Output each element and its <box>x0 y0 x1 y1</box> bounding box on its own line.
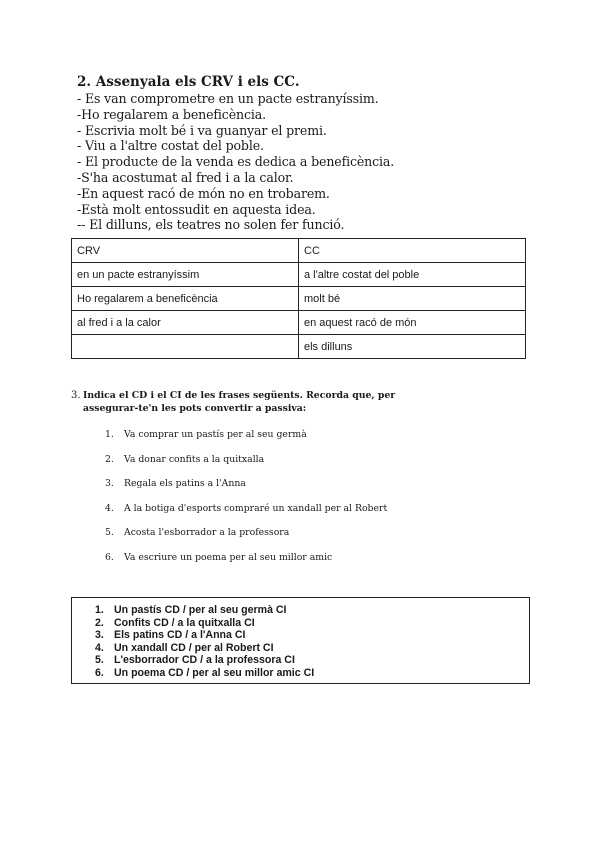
answer-text: Un pastís CD / per al seu germà CI <box>114 604 287 616</box>
sentence: -Ho regalarem a beneficència. <box>77 106 266 122</box>
item-number: 3. <box>105 478 114 490</box>
section-2 <box>77 74 537 233</box>
crv-cc-table <box>71 238 526 359</box>
list-item <box>105 429 387 454</box>
table-cell: molt bé <box>299 287 526 311</box>
table-cell: en un pacte estranyíssim <box>72 263 299 287</box>
table-row <box>72 263 526 287</box>
section-2-title: 2. Assenyala els CRV i els CC. <box>77 74 300 90</box>
item-text: Va comprar un pastís per al seu germà <box>124 429 307 440</box>
table-cell: els dilluns <box>299 335 526 359</box>
answer-text: Un poema CD / per al seu millor amic CI <box>114 666 315 679</box>
table-cell: a l'altre costat del poble <box>299 263 526 287</box>
item-text: Regala els patins a l'Anna <box>124 478 246 490</box>
table-header-row <box>72 239 526 263</box>
sentence: - Viu a l'altre costat del poble. <box>77 138 264 154</box>
section-3 <box>71 390 541 563</box>
table-cell: Ho regalarem a beneficència <box>72 287 299 311</box>
answers-list <box>95 604 314 680</box>
sentence: - Es van comprometre en un pacte estranyíssim. <box>77 91 379 106</box>
item-number: 2. <box>105 453 114 465</box>
section-3-heading <box>71 390 541 415</box>
sentence: - Escrivia molt bé i va guanyar el premi. <box>77 122 327 138</box>
answer-text: L'esborrador CD / a la professora CI <box>114 654 295 667</box>
answer-text: Els patins CD / a l'Anna CI <box>114 629 246 642</box>
answer-number: 1. <box>95 604 104 616</box>
table-row <box>72 335 526 359</box>
item-text: Va donar confits a la quitxalla <box>124 453 265 465</box>
sentence: -En aquest racó de món no en trobarem. <box>77 185 330 201</box>
answer-number: 2. <box>95 616 104 629</box>
table-cell: al fred i a la calor <box>72 311 299 335</box>
table-cell <box>72 335 299 359</box>
table-row <box>72 287 526 311</box>
item-text: Va escriure un poema per al seu millor amic <box>124 551 333 563</box>
sentence: - El producte de la venda es dedica a beneficència. <box>77 154 395 170</box>
exercise-list <box>105 429 387 577</box>
item-number: 5. <box>105 527 114 539</box>
item-text: Acosta l'esborrador a la professora <box>124 527 290 539</box>
answers-box <box>71 597 530 684</box>
header-cc: CC <box>299 239 526 263</box>
answer-item <box>95 642 314 655</box>
section-3-number: 3. <box>71 390 81 401</box>
header-crv: CRV <box>72 239 299 263</box>
table-cell: en aquest racó de món <box>299 311 526 335</box>
item-text: A la botiga d'esports compraré un xandall per al Robert <box>124 502 388 514</box>
answer-item <box>95 604 314 617</box>
answer-text: Un xandall CD / per al Robert CI <box>114 641 274 654</box>
answer-number: 3. <box>95 629 104 642</box>
item-number: 1. <box>105 429 114 440</box>
list-item <box>105 552 387 577</box>
answer-number: 6. <box>95 666 104 679</box>
answer-item <box>95 667 314 680</box>
list-item <box>105 503 387 528</box>
sentence: -Està molt entossudit en aquesta idea. <box>77 201 316 217</box>
answer-number: 4. <box>95 641 104 654</box>
answer-text: Confits CD / a la quitxalla CI <box>114 616 255 629</box>
list-item <box>105 454 387 479</box>
answer-item <box>95 629 314 642</box>
list-item <box>105 527 387 552</box>
item-number: 6. <box>105 551 114 563</box>
sentence: -S'ha acostumat al fred i a la calor. <box>77 169 294 185</box>
list-item <box>105 478 387 503</box>
sentence: -- El dilluns, els teatres no solen fer funció. <box>77 217 345 233</box>
answer-number: 5. <box>95 654 104 667</box>
answer-item <box>95 617 314 630</box>
section-3-instruction: Indica el CD i el CI de les frases següents. Recorda que, per assegurar-te'n les pots convertir a passiva: <box>83 390 396 414</box>
item-number: 4. <box>105 502 114 514</box>
answer-item <box>95 654 314 667</box>
table-row <box>72 311 526 335</box>
